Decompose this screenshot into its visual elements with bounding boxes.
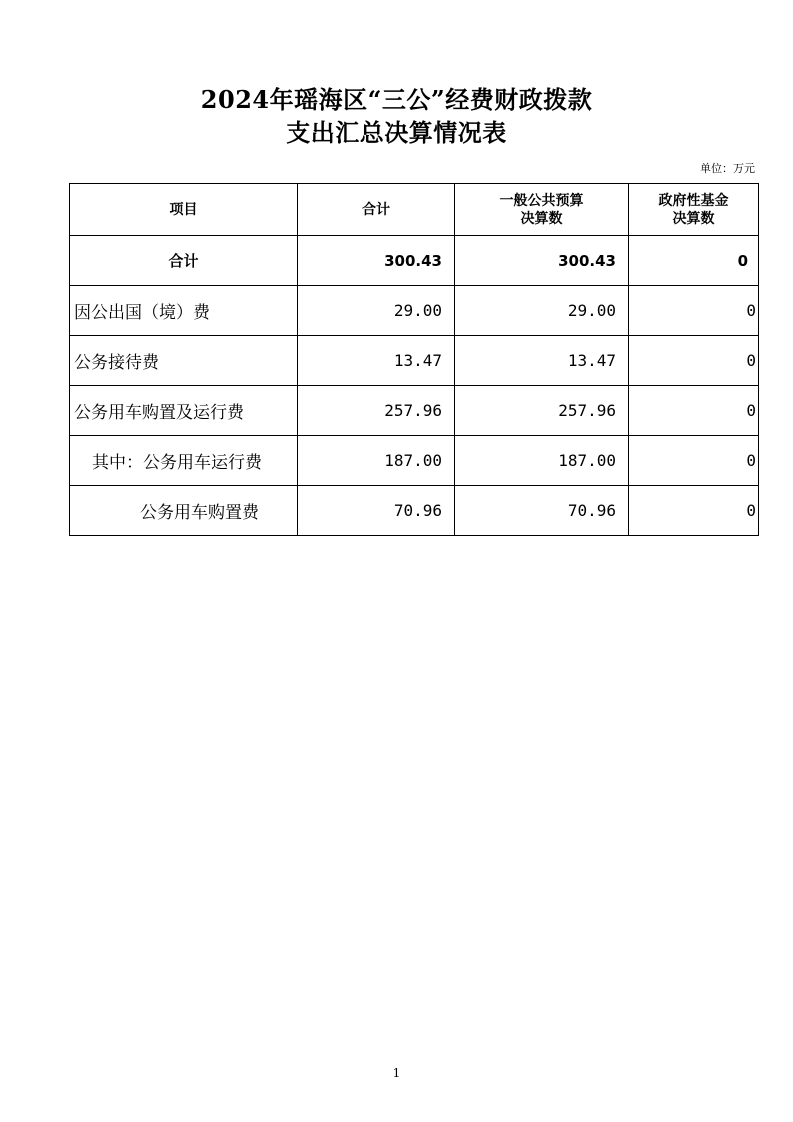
- page-number: 1: [392, 1066, 401, 1080]
- cell-total: 13.47: [298, 336, 455, 386]
- cell-fund: 0: [629, 286, 759, 336]
- table-row: [70, 286, 759, 336]
- header-general-budget: [455, 184, 629, 236]
- header-general-line2: 决算数: [520, 210, 563, 227]
- page-title-line1: 2024年瑶海区“三公”经费财政拨款: [200, 85, 593, 114]
- header-total-label: 合计: [362, 201, 390, 218]
- cell-general: 13.47: [455, 336, 629, 386]
- cell-item: 因公出国（境）费: [70, 286, 298, 336]
- header-item-label: 项目: [169, 201, 198, 218]
- table-row: [70, 336, 759, 386]
- table-row: [70, 436, 759, 486]
- cell-total: 70.96: [298, 486, 455, 536]
- page-title-line2: 支出汇总决算情况表: [286, 118, 507, 147]
- cell-fund: 0: [629, 336, 759, 386]
- header-fund-line2: 决算数: [672, 210, 715, 227]
- header-item: [70, 184, 298, 236]
- cell-item: 公务用车购置及运行费: [70, 386, 298, 436]
- cell-item: 其中：公务用车运行费: [70, 436, 298, 486]
- cell-general: 187.00: [455, 436, 629, 486]
- cell-general: 300.43: [455, 236, 629, 286]
- header-fund-line1: 政府性基金: [658, 192, 729, 209]
- cell-item: 公务接待费: [70, 336, 298, 386]
- cell-general: 29.00: [455, 286, 629, 336]
- cell-total: 300.43: [298, 236, 455, 286]
- header-government-fund: [629, 184, 759, 236]
- table-row: [70, 486, 759, 536]
- table-header-row: [70, 184, 759, 236]
- cell-total: 187.00: [298, 436, 455, 486]
- cell-fund: 0: [629, 386, 759, 436]
- table-row: [70, 386, 759, 436]
- cell-general: 257.96: [455, 386, 629, 436]
- cell-fund: 0: [629, 236, 759, 286]
- header-total: [298, 184, 455, 236]
- cell-total: 257.96: [298, 386, 455, 436]
- table-row-total: [70, 236, 759, 286]
- unit-label: 单位：万元: [700, 162, 755, 175]
- cell-fund: 0: [629, 486, 759, 536]
- cell-item: 公务用车购置费: [70, 486, 298, 536]
- cell-total: 29.00: [298, 286, 455, 336]
- cell-item: 合计: [70, 236, 298, 286]
- header-general-line1: 一般公共预算: [499, 192, 584, 209]
- expenditure-table: [69, 183, 759, 536]
- cell-fund: 0: [629, 436, 759, 486]
- cell-general: 70.96: [455, 486, 629, 536]
